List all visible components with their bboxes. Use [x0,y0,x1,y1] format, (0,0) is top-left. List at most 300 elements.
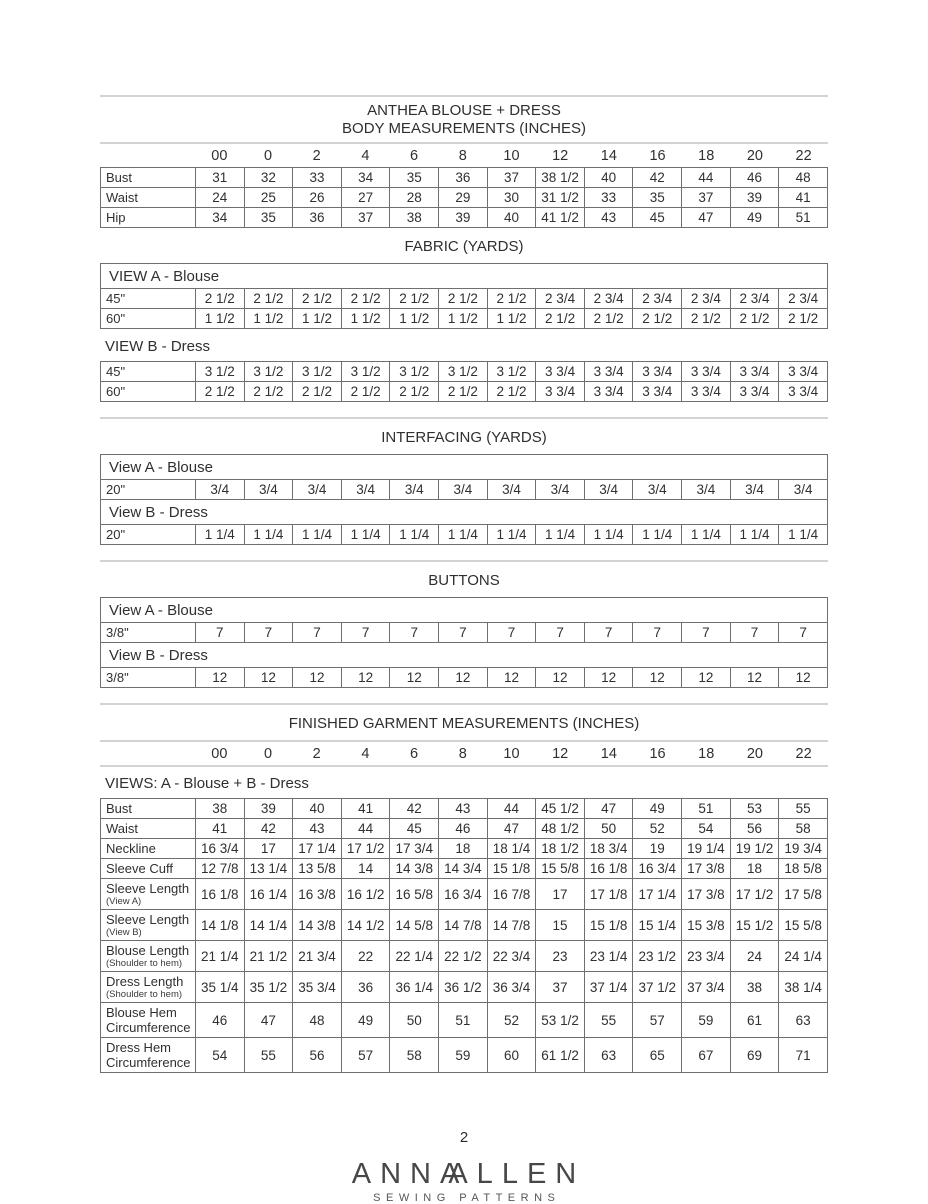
value-cell: 55 [244,1038,293,1073]
value-cell: 33 [293,168,342,188]
value-cell: 36 [439,168,488,188]
table-row [101,525,828,545]
value-cell: 3 1/2 [487,362,536,382]
value-cell: 2 1/2 [244,382,293,402]
value-cell: 17 1/4 [293,839,342,859]
value-cell: 15 3/8 [682,910,731,941]
value-cell: 18 3/4 [584,839,633,859]
value-cell: 15 1/8 [487,859,536,879]
value-cell: 1 1/4 [293,525,342,545]
value-cell: 36 1/2 [439,972,488,1003]
value-cell: 2 1/2 [487,289,536,309]
value-cell: 35 1/4 [196,972,245,1003]
value-cell: 17 3/4 [390,839,439,859]
value-cell: 12 7/8 [196,859,245,879]
value-cell: 35 [633,188,682,208]
value-cell: 59 [439,1038,488,1073]
value-cell: 18 [439,839,488,859]
value-cell: 1 1/2 [487,309,536,329]
value-cell: 19 [633,839,682,859]
value-cell: 42 [244,819,293,839]
size-label: 2 [312,745,321,762]
value-cell: 49 [633,799,682,819]
value-cell: 17 [244,839,293,859]
value-cell: 46 [730,168,779,188]
value-cell: 47 [584,799,633,819]
value-cell: 2 1/2 [487,382,536,402]
value-cell: 47 [487,819,536,839]
row-label: Sleeve Length (View B) [101,910,196,941]
value-cell: 2 1/2 [244,289,293,309]
size-label: 22 [795,745,812,762]
value-cell: 1 1/4 [682,525,731,545]
value-cell: 50 [390,1003,439,1038]
value-cell: 40 [293,799,342,819]
value-cell: 1 1/4 [536,525,585,545]
value-cell: 26 [293,188,342,208]
table-row [101,819,828,839]
value-cell: 3 3/4 [730,362,779,382]
value-cell: 35 [244,208,293,228]
value-cell: 16 1/8 [196,879,245,910]
value-cell: 36 [341,972,390,1003]
finished-views-label: VIEWS: A - Blouse + B - Dress [105,775,309,792]
value-cell: 16 1/8 [584,859,633,879]
value-cell: 12 [730,668,779,688]
row-label: Waist [101,188,196,208]
value-cell: 50 [584,819,633,839]
value-cell: 21 1/2 [244,941,293,972]
value-cell: 37 1/2 [633,972,682,1003]
value-cell: 1 1/4 [390,525,439,545]
value-cell: 48 1/2 [536,819,585,839]
value-cell: 52 [487,1003,536,1038]
table-row [101,910,828,941]
value-cell: 16 3/4 [633,859,682,879]
finished-measurements-table [100,798,828,1073]
value-cell: 1 1/4 [341,525,390,545]
value-cell: 24 [196,188,245,208]
value-cell: 3/4 [196,480,245,500]
value-cell: 18 1/2 [536,839,585,859]
value-cell: 54 [682,819,731,839]
row-label: Waist [101,819,196,839]
value-cell: 2 1/2 [536,309,585,329]
row-label: Sleeve Length (View A) [101,879,196,910]
finished-section-title: FINISHED GARMENT MEASUREMENTS (INCHES) [288,715,640,732]
value-cell: 41 [196,819,245,839]
value-cell: 38 [730,972,779,1003]
value-cell: 47 [682,208,731,228]
row-sublabel: (View A) [106,896,142,907]
fabric-section-title: FABRIC (YARDS) [404,238,524,255]
fabric-view-b-header: VIEW B - Dress [105,338,211,355]
value-cell: 14 5/8 [390,910,439,941]
value-cell: 2 1/2 [293,382,342,402]
value-cell: 14 7/8 [487,910,536,941]
value-cell: 2 3/4 [536,289,585,309]
group-header-label: VIEW A - Blouse [101,264,828,289]
value-cell: 2 1/2 [341,289,390,309]
value-cell: 7 [682,623,731,643]
value-cell: 63 [584,1038,633,1073]
row-label: 3/8" [101,623,196,643]
value-cell: 2 1/2 [196,289,245,309]
value-cell: 2 3/4 [584,289,633,309]
value-cell: 2 3/4 [779,289,828,309]
value-cell: 67 [682,1038,731,1073]
value-cell: 65 [633,1038,682,1073]
table-row [101,799,828,819]
value-cell: 45 [390,819,439,839]
size-label: 12 [552,147,569,164]
value-cell: 61 [730,1003,779,1038]
value-cell: 38 1/2 [536,168,585,188]
value-cell: 29 [439,188,488,208]
value-cell: 45 [633,208,682,228]
buttons-table [100,597,828,688]
value-cell: 51 [682,799,731,819]
value-cell: 3/4 [439,480,488,500]
value-cell: 43 [293,819,342,839]
value-cell: 3/4 [584,480,633,500]
value-cell: 40 [584,168,633,188]
brand-subtitle: SEWING PATTERNS [373,1192,561,1204]
value-cell: 3 3/4 [633,382,682,402]
value-cell: 3/4 [730,480,779,500]
value-cell: 38 [390,208,439,228]
table-row [101,382,828,402]
value-cell: 54 [196,1038,245,1073]
value-cell: 15 1/8 [584,910,633,941]
value-cell: 1 1/2 [390,309,439,329]
table-row [101,1003,828,1038]
size-label: 0 [263,745,273,762]
value-cell: 36 [293,208,342,228]
value-cell: 1 1/4 [779,525,828,545]
group-header-row [101,643,828,668]
group-header-row [101,264,828,289]
value-cell: 21 1/4 [196,941,245,972]
value-cell: 1 1/2 [439,309,488,329]
size-label: 12 [552,745,569,762]
value-cell: 60 [487,1038,536,1073]
value-cell: 38 1/4 [779,972,828,1003]
value-cell: 3 1/2 [439,362,488,382]
value-cell: 14 [341,859,390,879]
value-cell: 15 5/8 [536,859,585,879]
value-cell: 35 1/2 [244,972,293,1003]
value-cell: 24 [730,941,779,972]
value-cell: 34 [196,208,245,228]
value-cell: 14 3/8 [293,910,342,941]
value-cell: 37 3/4 [682,972,731,1003]
value-cell: 17 3/8 [682,879,731,910]
value-cell: 3/4 [633,480,682,500]
table-row [101,168,828,188]
row-sublabel: (View B) [106,927,142,938]
value-cell: 1 1/2 [196,309,245,329]
table-row [101,1038,828,1073]
value-cell: 1 1/4 [439,525,488,545]
row-label: Bust [101,799,196,819]
value-cell: 35 [390,168,439,188]
value-cell: 3 1/2 [293,362,342,382]
value-cell: 22 [341,941,390,972]
value-cell: 18 1/4 [487,839,536,859]
value-cell: 18 [730,859,779,879]
value-cell: 43 [439,799,488,819]
table-row [101,941,828,972]
value-cell: 12 [536,668,585,688]
size-label: 00 [211,147,228,164]
value-cell: 25 [244,188,293,208]
page-number: 2 [459,1129,469,1146]
value-cell: 3 1/2 [196,362,245,382]
value-cell: 16 5/8 [390,879,439,910]
value-cell: 2 3/4 [730,289,779,309]
value-cell: 1 1/4 [196,525,245,545]
value-cell: 15 1/2 [730,910,779,941]
value-cell: 2 1/2 [779,309,828,329]
value-cell: 28 [390,188,439,208]
value-cell: 3 3/4 [682,362,731,382]
value-cell: 1 1/4 [730,525,779,545]
value-cell: 3 3/4 [584,382,633,402]
document-title [100,97,828,142]
brand-name-right: ALLEN [448,1158,586,1190]
value-cell: 17 3/8 [682,859,731,879]
size-label: 20 [746,745,763,762]
value-cell: 36 1/4 [390,972,439,1003]
group-header-label: View A - Blouse [101,455,828,480]
value-cell: 69 [730,1038,779,1073]
value-cell: 16 1/4 [244,879,293,910]
value-cell: 12 [682,668,731,688]
document-title-line1: ANTHEA BLOUSE + DRESS [367,102,561,119]
value-cell: 12 [341,668,390,688]
value-cell: 16 7/8 [487,879,536,910]
value-cell: 30 [487,188,536,208]
value-cell: 2 1/2 [341,382,390,402]
size-label: 8 [458,745,467,762]
table-row [101,668,828,688]
row-label: 20" [101,525,196,545]
value-cell: 37 1/4 [584,972,633,1003]
value-cell: 44 [682,168,731,188]
row-sublabel: (Shoulder to hem) [106,958,183,969]
value-cell: 12 [293,668,342,688]
value-cell: 3/4 [341,480,390,500]
value-cell: 52 [633,819,682,839]
value-cell: 51 [439,1003,488,1038]
value-cell: 3 1/2 [341,362,390,382]
body-size-header-row [100,144,828,167]
value-cell: 22 1/2 [439,941,488,972]
value-cell: 63 [779,1003,828,1038]
value-cell: 12 [244,668,293,688]
value-cell: 7 [293,623,342,643]
value-cell: 7 [196,623,245,643]
value-cell: 3/4 [390,480,439,500]
value-cell: 16 3/4 [196,839,245,859]
row-label: Bust [101,168,196,188]
table-row [101,972,828,1003]
value-cell: 59 [682,1003,731,1038]
value-cell: 2 1/2 [439,382,488,402]
group-header-row [101,455,828,480]
value-cell: 48 [779,168,828,188]
value-cell: 7 [779,623,828,643]
value-cell: 40 [487,208,536,228]
value-cell: 7 [633,623,682,643]
table-row [101,623,828,643]
table-row [101,289,828,309]
value-cell: 37 [487,168,536,188]
value-cell: 48 [293,1003,342,1038]
value-cell: 3 3/4 [584,362,633,382]
value-cell: 37 [682,188,731,208]
value-cell: 44 [487,799,536,819]
value-cell: 44 [341,819,390,839]
value-cell: 71 [779,1038,828,1073]
size-label: 0 [263,147,273,164]
group-header-label: View A - Blouse [101,598,828,623]
value-cell: 35 3/4 [293,972,342,1003]
value-cell: 61 1/2 [536,1038,585,1073]
value-cell: 7 [390,623,439,643]
value-cell: 39 [439,208,488,228]
table-row [101,362,828,382]
value-cell: 7 [439,623,488,643]
value-cell: 2 1/2 [633,309,682,329]
value-cell: 57 [341,1038,390,1073]
value-cell: 49 [730,208,779,228]
value-cell: 2 1/2 [584,309,633,329]
row-label: 45" [101,362,196,382]
value-cell: 32 [244,168,293,188]
size-label: 18 [698,745,715,762]
value-cell: 19 3/4 [779,839,828,859]
table-row [101,188,828,208]
value-cell: 31 [196,168,245,188]
value-cell: 23 1/2 [633,941,682,972]
size-label: 4 [361,745,370,762]
value-cell: 14 3/8 [390,859,439,879]
value-cell: 12 [196,668,245,688]
value-cell: 16 1/2 [341,879,390,910]
value-cell: 3/4 [487,480,536,500]
value-cell: 51 [779,208,828,228]
value-cell: 1 1/4 [244,525,293,545]
value-cell: 3 3/4 [682,382,731,402]
value-cell: 7 [584,623,633,643]
size-label: 16 [649,745,666,762]
value-cell: 1 1/4 [584,525,633,545]
brand-name [100,1158,828,1191]
value-cell: 1 1/2 [244,309,293,329]
value-cell: 37 [536,972,585,1003]
interfacing-table [100,454,828,545]
value-cell: 45 1/2 [536,799,585,819]
value-cell: 2 3/4 [633,289,682,309]
value-cell: 23 1/4 [584,941,633,972]
value-cell: 46 [196,1003,245,1038]
value-cell: 2 1/2 [293,289,342,309]
value-cell: 3 3/4 [536,362,585,382]
size-label: 00 [211,745,228,762]
value-cell: 31 1/2 [536,188,585,208]
value-cell: 1 1/2 [341,309,390,329]
value-cell: 2 1/2 [439,289,488,309]
row-label: Neckline [101,839,196,859]
row-label: Hip [101,208,196,228]
size-label: 16 [649,147,666,164]
value-cell: 55 [584,1003,633,1038]
value-cell: 37 [341,208,390,228]
value-cell: 53 [730,799,779,819]
value-cell: 14 7/8 [439,910,488,941]
value-cell: 3/4 [682,480,731,500]
value-cell: 56 [730,819,779,839]
value-cell: 39 [730,188,779,208]
value-cell: 15 [536,910,585,941]
value-cell: 3 3/4 [779,382,828,402]
value-cell: 23 3/4 [682,941,731,972]
value-cell: 12 [390,668,439,688]
value-cell: 42 [633,168,682,188]
table-row [101,839,828,859]
value-cell: 17 1/8 [584,879,633,910]
size-label: 10 [503,147,520,164]
value-cell: 2 3/4 [682,289,731,309]
size-label: 4 [361,147,370,164]
value-cell: 43 [584,208,633,228]
document-title-line2: BODY MEASUREMENTS (INCHES) [342,120,586,137]
value-cell: 42 [390,799,439,819]
value-cell: 56 [293,1038,342,1073]
value-cell: 49 [341,1003,390,1038]
value-cell: 41 [779,188,828,208]
value-cell: 2 1/2 [390,382,439,402]
value-cell: 47 [244,1003,293,1038]
value-cell: 1 1/4 [633,525,682,545]
row-label: 60" [101,382,196,402]
value-cell: 57 [633,1003,682,1038]
fabric-view-a-table [100,263,828,329]
size-label: 2 [312,147,321,164]
value-cell: 1 1/2 [293,309,342,329]
brand-logo [100,1158,828,1204]
table-row [101,879,828,910]
value-cell: 19 1/4 [682,839,731,859]
value-cell: 53 1/2 [536,1003,585,1038]
value-cell: 12 [584,668,633,688]
value-cell: 14 1/2 [341,910,390,941]
row-label: Blouse Length (Shoulder to hem) [101,941,196,972]
value-cell: 7 [730,623,779,643]
body-measurements-table [100,167,828,228]
buttons-section-title: BUTTONS [428,572,500,589]
value-cell: 36 3/4 [487,972,536,1003]
row-label: 20" [101,480,196,500]
value-cell: 14 1/8 [196,910,245,941]
value-cell: 33 [584,188,633,208]
value-cell: 27 [341,188,390,208]
value-cell: 17 1/2 [730,879,779,910]
value-cell: 14 1/4 [244,910,293,941]
fabric-view-b-table [100,361,828,402]
